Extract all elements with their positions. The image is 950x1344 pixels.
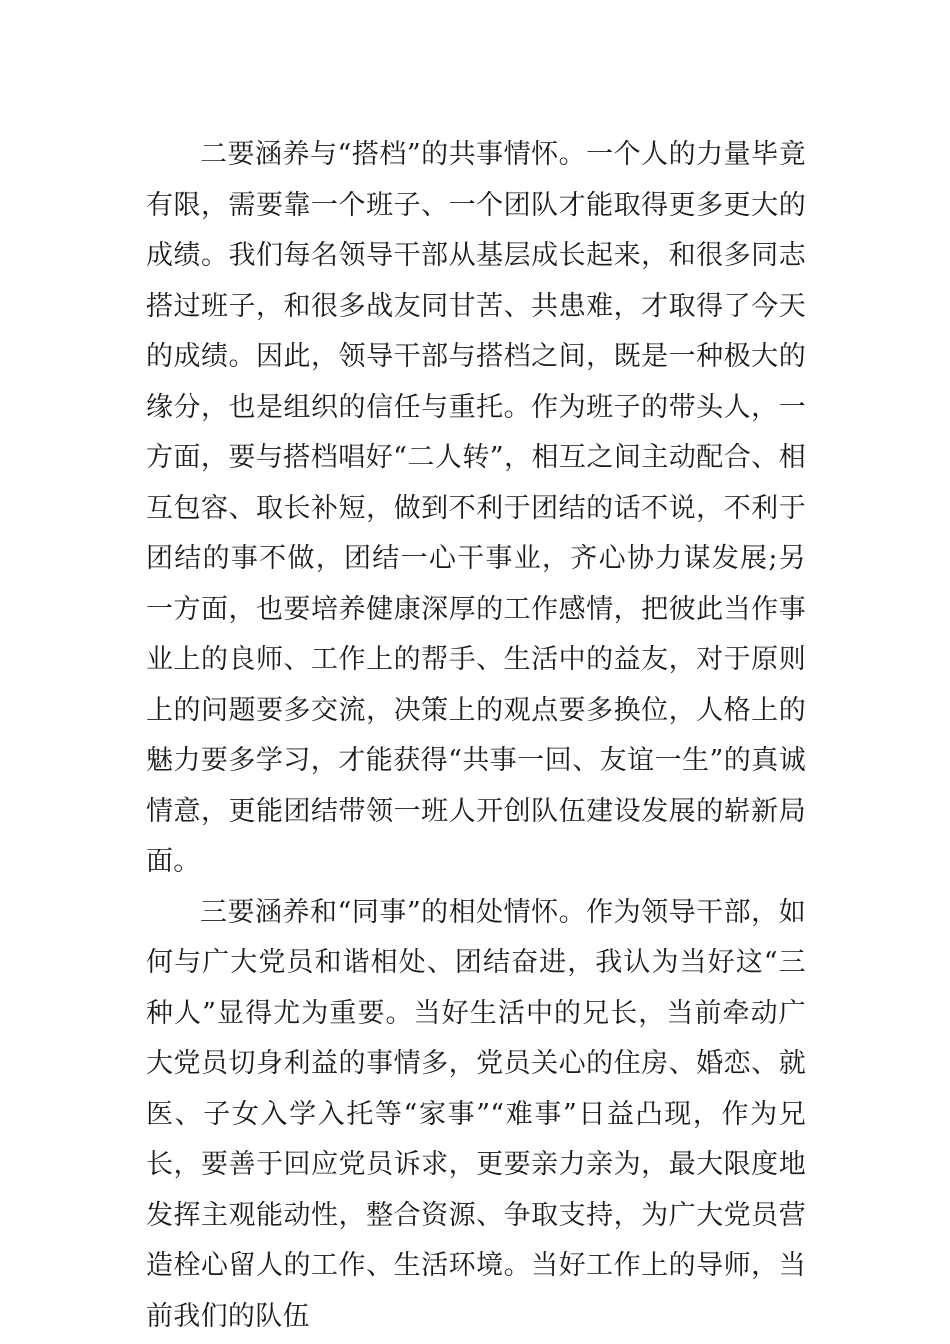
paragraph-colleagues: 三要涵养和“同事”的相处情怀。作为领导干部，如何与广大党员和谐相处、团结奋进，我认为当好这“三种人”显得尤为重要。当好生活中的兄长，当前牵动广大党员切身利益的事情多，党员关心的住房、婚恋、就医、子女入学入托等“家事”“难事”日益凸现，作为兄长，要善于回应党员诉求，更要亲力亲为，最大限度地发挥主观能动性，整合资源、争取支持，为广大党员营造栓心留人的工作、生活环境。当好工作上的导师，当前我们的队伍: [146, 896, 806, 1332]
paragraph-partners: 二要涵养与“搭档”的共事情怀。一个人的力量毕竟有限，需要靠一个班子、一个团队才能取得更多更大的成绩。我们每名领导干部从基层成长起来，和很多同志搭过班子，和很多战友同甘苦、共患难，才取得了今天的成绩。因此，领导干部与搭档之间，既是一种极大的缘分，也是组织的信任与重托。作为班子的带头人，一方面，要与搭档唱好“二人转”，相互之间主动配合、相互包容、取长补短，做到不利于团结的话不说，不利于团结的事不做，团结一心干事业，齐心协力谋发展;另一方面，也要培养健康深厚的工作感情，把彼此当作事业上的良师、工作上的帮手、生活中的益友，对于原则上的问题要多交流，决策上的观点要多换位，人格上的魅力要多学习，才能获得“共事一回、友谊一生”的真诚情意，更能团结带领一班人开创队伍建设发展的崭新局面。: [146, 139, 806, 877]
body-text: [146, 130, 806, 1342]
